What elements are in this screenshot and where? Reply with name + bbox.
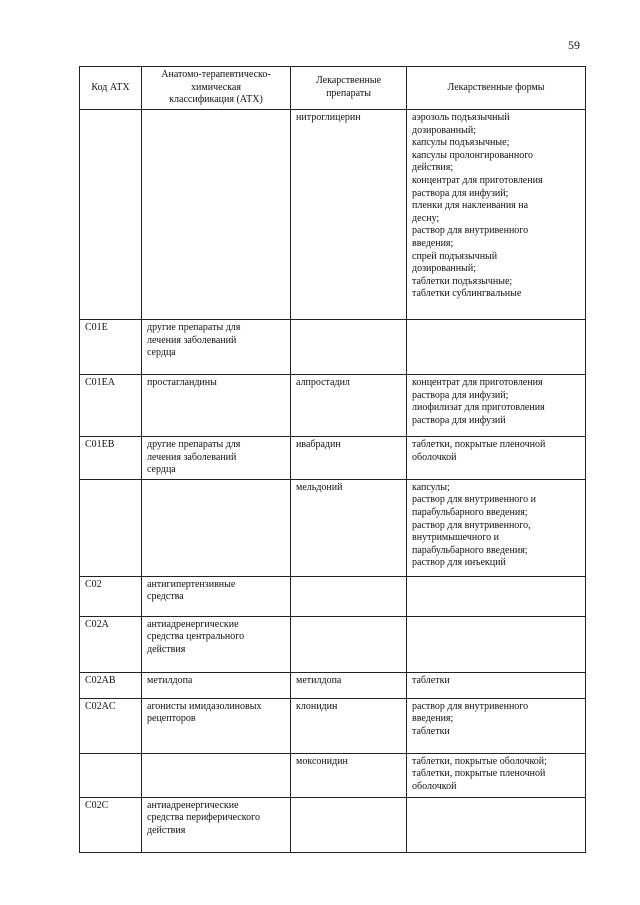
cell-line: средства периферического bbox=[147, 812, 260, 824]
atx-code-cell: C01EB bbox=[80, 437, 142, 480]
cell-line: антигипертензивные bbox=[147, 578, 236, 590]
cell-line: оболочкой bbox=[412, 780, 457, 792]
cell-line: антиадренергические bbox=[147, 799, 239, 811]
cell-line: сердца bbox=[147, 347, 176, 359]
drug-name-cell: алпростадил bbox=[291, 375, 407, 437]
cell-line: парабульбарного введения; bbox=[412, 506, 528, 518]
cell-line: метилдопа bbox=[147, 674, 193, 686]
cell-line: концентрат для приготовления bbox=[412, 174, 543, 186]
drug-name-cell: мельдоний bbox=[291, 479, 407, 576]
cell-line: действия bbox=[147, 824, 186, 836]
cell-line: другие препараты для bbox=[147, 322, 241, 333]
cell-line: введения; bbox=[412, 237, 454, 249]
cell-line: спрей подъязычный bbox=[412, 250, 498, 262]
cell-line: пленки для наклеивания на bbox=[412, 200, 529, 212]
table-row bbox=[80, 616, 586, 672]
drug-name-cell: ивабрадин bbox=[291, 437, 407, 480]
cell-line: средства bbox=[147, 591, 184, 603]
drug-name-cell bbox=[291, 576, 407, 616]
cell-line: средства центрального bbox=[147, 631, 245, 643]
header-drugs bbox=[291, 67, 407, 110]
cell-line: рецепторов bbox=[147, 713, 196, 725]
dosage-forms-cell bbox=[407, 479, 586, 576]
header-line: химическая bbox=[191, 81, 241, 93]
atx-classification-cell bbox=[142, 698, 291, 753]
cell-line: сердца bbox=[147, 464, 176, 476]
dosage-forms-cell bbox=[407, 616, 586, 672]
atx-code-cell: C01E bbox=[80, 320, 142, 375]
cell-line: парабульбарного введения; bbox=[412, 544, 528, 556]
atx-code-cell: C02 bbox=[80, 576, 142, 616]
cell-line: дозированный; bbox=[412, 124, 476, 136]
dosage-forms-cell bbox=[407, 698, 586, 753]
drug-name-cell bbox=[291, 320, 407, 375]
cell-line: концентрат для приготовления bbox=[412, 377, 543, 388]
atx-code-cell bbox=[80, 479, 142, 576]
cell-line: дозированный; bbox=[412, 263, 476, 275]
cell-line: действия bbox=[147, 643, 186, 655]
atx-classification-cell bbox=[142, 797, 291, 852]
table-row bbox=[80, 320, 586, 375]
header-atx-code: Код АТХ bbox=[80, 67, 142, 110]
cell-line: капсулы; bbox=[412, 481, 450, 493]
table-row bbox=[80, 698, 586, 753]
cell-line: лиофилизат для приготовления bbox=[412, 402, 545, 414]
cell-line: агонисты имидазолиновых bbox=[147, 700, 262, 712]
cell-line: лечения заболеваний bbox=[147, 334, 237, 346]
cell-line: введения; bbox=[412, 713, 454, 725]
atx-classification-cell bbox=[142, 672, 291, 698]
cell-line: таблетки, покрытые пленочной bbox=[412, 768, 546, 780]
page-number: 59 bbox=[568, 38, 580, 52]
cell-line: капсулы подъязычные; bbox=[412, 137, 510, 149]
cell-line: таблетки сублингвальные bbox=[412, 288, 522, 300]
atx-drug-table bbox=[79, 66, 586, 853]
cell-line: другие препараты для bbox=[147, 439, 241, 450]
table-row bbox=[80, 479, 586, 576]
atx-code-cell: C02C bbox=[80, 797, 142, 852]
dosage-forms-cell bbox=[407, 797, 586, 852]
drug-name-cell bbox=[291, 616, 407, 672]
cell-line: капсулы пролонгированного bbox=[412, 149, 534, 161]
atx-classification-cell bbox=[142, 616, 291, 672]
table-row bbox=[80, 672, 586, 698]
cell-line: раствор для инъекций bbox=[412, 557, 506, 569]
atx-classification-cell bbox=[142, 576, 291, 616]
header-atx-classification bbox=[142, 67, 291, 110]
atx-code-cell bbox=[80, 753, 142, 797]
cell-line: таблетки, покрытые пленочной bbox=[412, 439, 546, 450]
dosage-forms-cell bbox=[407, 672, 586, 698]
cell-line: оболочкой bbox=[412, 451, 457, 463]
table-body bbox=[80, 110, 586, 853]
atx-code-cell: C02AB bbox=[80, 672, 142, 698]
cell-line: раствор для внутривенного bbox=[412, 700, 529, 712]
dosage-forms-cell bbox=[407, 375, 586, 437]
cell-line: таблетки bbox=[412, 725, 450, 737]
atx-classification-cell bbox=[142, 110, 291, 320]
drug-name-cell: нитроглицерин bbox=[291, 110, 407, 320]
cell-line: раствор для внутривенного bbox=[412, 225, 529, 237]
drug-name-cell: метилдопа bbox=[291, 672, 407, 698]
table-row bbox=[80, 753, 586, 797]
dosage-forms-cell bbox=[407, 110, 586, 320]
atx-classification-cell bbox=[142, 437, 291, 480]
dosage-forms-cell bbox=[407, 576, 586, 616]
atx-classification-cell bbox=[142, 375, 291, 437]
header-line: Лекарственные bbox=[315, 75, 382, 87]
dosage-forms-cell bbox=[407, 753, 586, 797]
header-line: классификация (АТХ) bbox=[169, 94, 263, 106]
cell-line: внутримышечного и bbox=[412, 532, 499, 544]
drug-name-cell: клонидин bbox=[291, 698, 407, 753]
table-row bbox=[80, 797, 586, 852]
cell-line: аэрозоль подъязычный bbox=[412, 112, 510, 123]
cell-line: простагландины bbox=[147, 377, 217, 388]
drug-name-cell bbox=[291, 797, 407, 852]
cell-line: антиадренергические bbox=[147, 618, 239, 630]
cell-line: раствор для внутривенного и bbox=[412, 494, 537, 506]
atx-code-cell: C02A bbox=[80, 616, 142, 672]
atx-code-cell bbox=[80, 110, 142, 320]
cell-line: раствора для инфузий; bbox=[412, 187, 509, 199]
drug-name-cell: моксонидин bbox=[291, 753, 407, 797]
cell-line: таблетки, покрытые оболочкой; bbox=[412, 755, 547, 767]
atx-classification-cell bbox=[142, 753, 291, 797]
header-dosage-forms: Лекарственные формы bbox=[407, 67, 586, 110]
dosage-forms-cell bbox=[407, 320, 586, 375]
cell-line: раствора для инфузий bbox=[412, 414, 506, 426]
table-row bbox=[80, 437, 586, 480]
cell-line: таблетки bbox=[412, 674, 450, 686]
table-row bbox=[80, 375, 586, 437]
header-line: препараты bbox=[326, 88, 371, 99]
cell-line: лечения заболеваний bbox=[147, 451, 237, 463]
cell-line: раствор для внутривенного, bbox=[412, 519, 531, 531]
atx-code-cell: C01EA bbox=[80, 375, 142, 437]
dosage-forms-cell bbox=[407, 437, 586, 480]
cell-line: десну; bbox=[412, 212, 440, 224]
atx-classification-cell bbox=[142, 320, 291, 375]
cell-line: действия; bbox=[412, 162, 454, 174]
table-header-row bbox=[80, 67, 586, 110]
header-line: Анатомо-терапевтическо- bbox=[161, 69, 271, 81]
cell-line: раствора для инфузий; bbox=[412, 389, 509, 401]
atx-classification-cell bbox=[142, 479, 291, 576]
table-row bbox=[80, 576, 586, 616]
table-row bbox=[80, 110, 586, 320]
atx-code-cell: C02AC bbox=[80, 698, 142, 753]
cell-line: таблетки подъязычные; bbox=[412, 275, 513, 287]
